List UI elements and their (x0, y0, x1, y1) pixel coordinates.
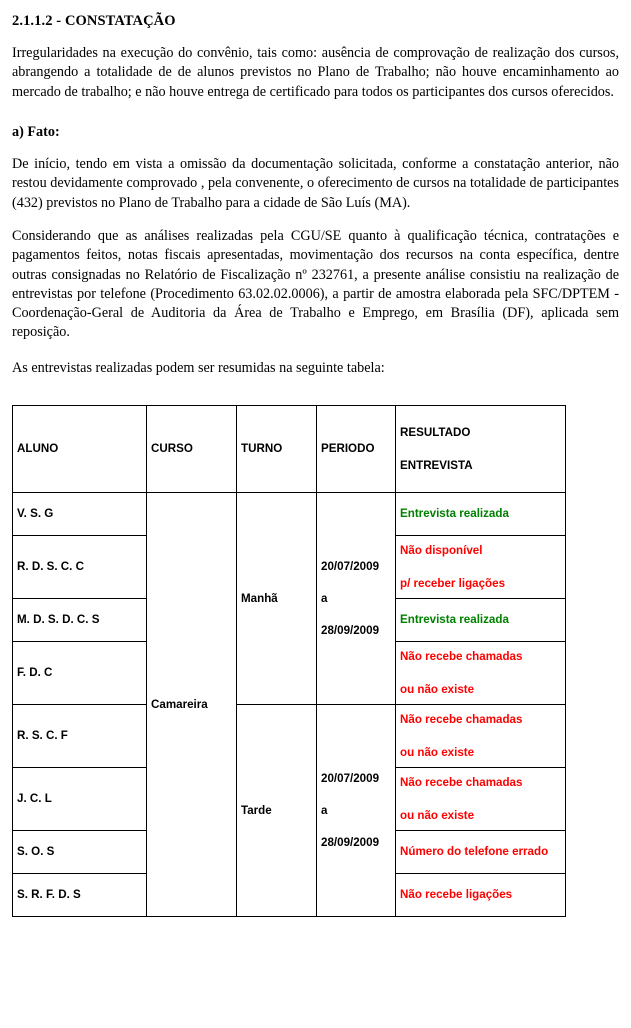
cell-periodo-tarde (317, 704, 396, 916)
cell-curso-merged: Camareira (147, 492, 237, 916)
cell-aluno: R. D. S. C. C (13, 535, 147, 598)
cell-aluno: V. S. G (13, 492, 147, 535)
table-body (13, 492, 566, 916)
page-title: 2.1.1.2 - CONSTATAÇÃO (12, 13, 176, 29)
result-line-2: ou não existe (400, 808, 475, 822)
result-line-1: Entrevista realizada (400, 613, 509, 627)
paragraph-considerando: Considerando que as análises realizadas pela CGU/SE quanto à qualificação técnica, contratações e pagamentos feitos, notas fiscais apresentadas, movimentação dos recursos na conta específica, dentre outras consignadas no Relatório de Fiscalização nº 232761, a presente análise consistiu na realização de entrevistas por telefone (Procedimento 63.02.02.0006), a partir de amostra elaborada pela SFC/DPTEM - Coordenação-Geral de Auditoria da Área de Trabalho e Emprego, em Brasília (DF), aplicada sem reposição. (12, 227, 619, 341)
periodo-separator: a (321, 803, 328, 817)
result-line-1: Número do telefone errado (400, 845, 549, 859)
section-heading-fato: a) Fato: (12, 123, 60, 140)
paragraph-de-inicio: De início, tendo em vista a omissão da documentação solicitada, conforme a constatação anterior, não restou devidamente comprovado , pela convenente, o oferecimento de cursos na totalidade de participantes (432) previstos no Plano de Trabalho para a cidade de São Luís (MA). (12, 155, 619, 211)
column-header-curso: CURSO (147, 405, 237, 492)
cell-resultado (396, 535, 566, 598)
column-header-periodo: PERIODO (317, 405, 396, 492)
paragraph-irregularidades: Irregularidades na execução do convênio, tais como: ausência de comprovação de realização dos cursos, abrangendo a totalidade de de alunos previstos no Plano de Trabalho; não houve encaminhamento ao mercado de trabalho; e não houve entrega de certificado para todos os participantes dos cursos oferecidos. (12, 45, 619, 100)
column-header-turno: TURNO (237, 405, 317, 492)
column-header-resultado-line1: RESULTADO (400, 425, 471, 439)
periodo-separator: a (321, 591, 328, 605)
periodo-end-date: 28/09/2009 (321, 623, 380, 637)
interviews-table-container (12, 405, 619, 917)
result-line-1: Não recebe chamadas (400, 775, 523, 789)
result-line-1: Não recebe chamadas (400, 712, 523, 726)
result-line-1: Não disponível (400, 543, 483, 557)
table-header-row (13, 405, 566, 492)
column-header-aluno: ALUNO (13, 405, 147, 492)
table-lead-in-text: As entrevistas realizadas podem ser resumidas na seguinte tabela: (12, 359, 385, 376)
result-line-2: p/ receber ligações (400, 576, 506, 590)
table-row (13, 704, 566, 767)
cell-turno-tarde: Tarde (237, 704, 317, 916)
table-head (13, 405, 566, 492)
cell-aluno: R. S. C. F (13, 704, 147, 767)
periodo-start-date: 20/07/2009 (321, 771, 380, 785)
result-line-1: Entrevista realizada (400, 507, 509, 521)
result-line-1: Não recebe ligações (400, 888, 513, 902)
cell-resultado (396, 641, 566, 704)
cell-periodo-manha (317, 492, 396, 704)
periodo-start-date: 20/07/2009 (321, 559, 380, 573)
cell-resultado (396, 598, 566, 641)
document-page (0, 10, 631, 1028)
cell-resultado (396, 704, 566, 767)
cell-resultado (396, 767, 566, 830)
cell-aluno: S. R. F. D. S (13, 873, 147, 916)
column-header-resultado-entrevista (396, 405, 566, 492)
result-line-1: Não recebe chamadas (400, 649, 523, 663)
cell-resultado (396, 830, 566, 873)
table-row (13, 492, 566, 535)
result-line-2: ou não existe (400, 745, 475, 759)
periodo-end-date: 28/09/2009 (321, 835, 380, 849)
cell-turno-manha: Manhã (237, 492, 317, 704)
cell-resultado (396, 873, 566, 916)
cell-aluno: J. C. L (13, 767, 147, 830)
cell-aluno: F. D. C (13, 641, 147, 704)
cell-aluno: M. D. S. D. C. S (13, 598, 147, 641)
column-header-resultado-line2: ENTREVISTA (400, 458, 473, 472)
cell-aluno: S. O. S (13, 830, 147, 873)
result-line-2: ou não existe (400, 682, 475, 696)
interviews-table (12, 405, 566, 917)
cell-resultado (396, 492, 566, 535)
